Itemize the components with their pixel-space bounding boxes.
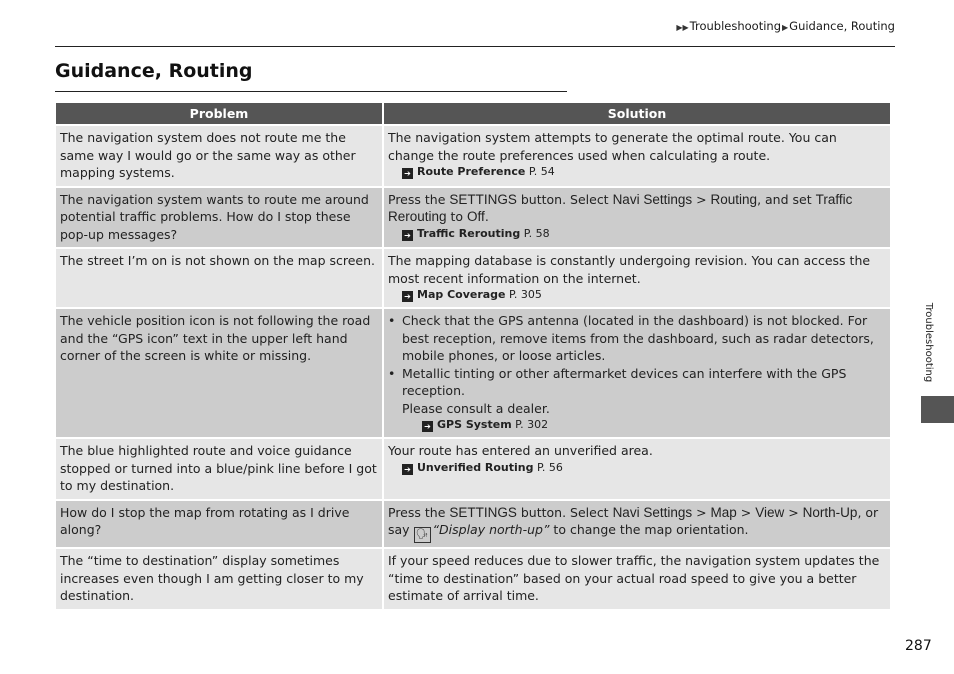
breadcrumb — [675, 19, 895, 33]
reference-page: P. 56 — [537, 460, 563, 474]
table-header-row — [56, 103, 890, 124]
ui-term: Navi Settings — [612, 191, 693, 207]
page-reference[interactable] — [402, 287, 886, 303]
solution-cell: If your speed reduces due to slower traffic, the navigation system updates the “time to destination” based on your actual road speed to give you a better estimate of arrival time. — [384, 549, 890, 609]
page-reference[interactable] — [422, 417, 886, 433]
ui-term: Off — [467, 209, 485, 224]
solution-cell — [384, 188, 890, 248]
breadcrumb-page: Guidance, Routing — [789, 19, 895, 33]
double-triangle-icon: ▶▶ — [676, 23, 689, 32]
table-row — [56, 549, 890, 609]
page-number: 287 — [905, 638, 932, 654]
reference-arrow-icon: ➔ — [402, 230, 413, 241]
bullet-item: • Check that the GPS antenna (located in the dashboard) is not blocked. For best reception, remove items from the dashboard, such as radar detectors, mobile phones, or loose articles. — [388, 313, 874, 363]
reference-page: P. 302 — [515, 418, 549, 431]
ui-term: SETTINGS — [449, 191, 517, 207]
table-row — [56, 309, 890, 437]
bullet-icon: • — [388, 313, 396, 328]
title-underline — [55, 91, 567, 92]
column-header-solution: Solution — [384, 103, 890, 124]
solution-text: Press the SETTINGS button. Select Navi Settings > Routing, and set Traffic Rerouting to Off. — [388, 191, 853, 224]
ui-term: Navi Settings — [612, 504, 693, 520]
table-row — [56, 249, 890, 307]
side-tab-marker — [921, 396, 954, 423]
solution-text: The navigation system attempts to generate the optimal route. You can change the route preferences used when calculating a route. — [388, 130, 837, 163]
voice-command-text: “Display north-up” — [432, 522, 550, 537]
reference-arrow-icon: ➔ — [402, 464, 413, 475]
problem-cell: The blue highlighted route and voice guidance stopped or turned into a blue/pink line before I got to my destination. — [56, 439, 382, 499]
reference-page: P. 305 — [509, 288, 542, 301]
problem-cell: The street I’m on is not shown on the map screen. — [56, 249, 382, 307]
header-divider — [55, 46, 895, 47]
ui-term: View — [755, 504, 785, 520]
reference-arrow-icon: ➔ — [402, 291, 413, 302]
page-reference[interactable] — [402, 164, 886, 180]
solution-text: The mapping database is constantly undergoing revision. You can access the most recent information on the internet. — [388, 253, 871, 286]
ui-term: Map — [710, 504, 737, 520]
solution-cell — [384, 249, 890, 307]
table-row — [56, 439, 890, 499]
troubleshooting-table — [54, 101, 892, 611]
solution-text: Press the SETTINGS button. Select Navi Settings > Map > View > North-Up, or say 🗣 “Display north-up” to change the map orientation. — [388, 504, 886, 544]
solution-text: Your route has entered an unverified area. — [388, 443, 653, 458]
solution-cell — [384, 439, 890, 499]
reference-title: Unverified Routing — [417, 460, 534, 474]
table-row — [56, 501, 890, 548]
solution-cell — [384, 501, 890, 548]
table-row — [56, 188, 890, 248]
solution-cell — [384, 126, 890, 186]
reference-title: Route Preference — [417, 165, 526, 178]
page-reference[interactable] — [402, 460, 886, 476]
reference-title: Map Coverage — [417, 288, 506, 301]
ui-term: SETTINGS — [449, 504, 517, 520]
breadcrumb-section: Troubleshooting — [689, 19, 781, 33]
ui-term: Traffic Rerouting — [388, 191, 853, 224]
problem-cell: The vehicle position icon is not following the road and the “GPS icon” text in the upper left hand corner of the screen is white or missing. — [56, 309, 382, 437]
bullet-item: • Metallic tinting or other aftermarket devices can interfere with the GPS reception. — [388, 365, 847, 398]
ui-term: North-Up — [802, 504, 858, 520]
problem-cell: The navigation system wants to route me around potential traffic problems. How do I stop these pop-up messages? — [56, 188, 382, 248]
problem-cell: The navigation system does not route me the same way I would go or the same way as other mapping systems. — [56, 126, 382, 186]
table-row — [56, 126, 890, 186]
solution-cell — [384, 309, 890, 437]
problem-cell: How do I stop the map from rotating as I drive along? — [56, 501, 382, 548]
ui-term: Routing — [710, 191, 758, 207]
reference-title: Traffic Rerouting — [417, 226, 521, 240]
triangle-icon: ▶ — [782, 23, 789, 32]
note-text: Please consult a dealer. — [402, 400, 550, 416]
reference-page: P. 54 — [528, 165, 555, 178]
reference-arrow-icon: ➔ — [402, 168, 413, 179]
voice-command-icon: 🗣 — [414, 527, 431, 543]
page-reference[interactable] — [402, 226, 886, 242]
problem-cell: The “time to destination” display sometimes increases even though I am getting closer to my destination. — [56, 549, 382, 609]
bullet-icon: • — [388, 365, 396, 381]
column-header-problem: Problem — [56, 103, 382, 124]
page-title: Guidance, Routing — [55, 60, 253, 82]
reference-title: GPS System — [437, 418, 512, 431]
side-tab-label: Troubleshooting — [923, 302, 935, 382]
reference-arrow-icon: ➔ — [422, 421, 433, 432]
reference-page: P. 58 — [523, 226, 550, 240]
